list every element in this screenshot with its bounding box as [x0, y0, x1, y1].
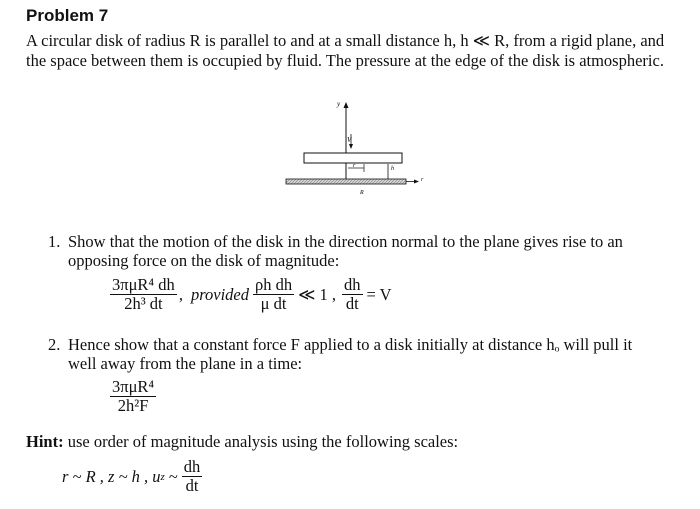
question-2-line-1: Hence show that a constant force F applied to a disk initially at distance hₒ will pull it	[68, 335, 633, 354]
hint-text: use order of magnitude analysis using the following scales:	[67, 432, 459, 451]
scales-fraction	[182, 458, 203, 495]
force-numerator: 3πμR⁴ dh	[112, 275, 175, 294]
x-axis-arrow-icon	[414, 180, 419, 184]
y-axis-arrow-icon	[344, 102, 349, 108]
question-2-line-2: well away from the plane in a time:	[68, 354, 303, 373]
y-axis-label: y	[337, 100, 341, 108]
radius-label: R	[360, 190, 364, 196]
question-1-line-2: opposing force on the disk of magnitude:	[68, 251, 340, 270]
question-2-number: 2.	[48, 335, 61, 354]
velocity-denominator: dt	[345, 294, 359, 313]
scales-subscript: z	[160, 470, 165, 483]
disk-figure	[280, 96, 450, 206]
scales-numerator: dh	[183, 457, 201, 476]
time-equation	[108, 378, 158, 415]
r-marker-label: r	[353, 163, 356, 169]
question-2	[48, 335, 688, 373]
velocity-numerator: dh	[344, 275, 361, 294]
question-1-number: 1.	[48, 232, 61, 251]
scales-denominator: dt	[185, 476, 199, 495]
problem-statement	[26, 31, 686, 71]
hint-label: Hint:	[26, 432, 64, 451]
intro-line-1: A circular disk of radius R is parallel to and at a small distance h, h ≪ R, from a rigid plane, and	[26, 31, 665, 50]
disk	[304, 153, 402, 163]
condition-numerator: ρh dh	[254, 275, 293, 294]
disk-diagram	[280, 96, 450, 201]
intro-line-2: the space between them is occupied by fluid. The pressure at the edge of the disk is atmospheric.	[26, 51, 664, 70]
condition-fraction	[253, 276, 294, 313]
equals-v: = V	[366, 284, 392, 304]
time-denominator: 2h²F	[117, 396, 149, 415]
velocity-label: V	[347, 136, 352, 144]
eq-comma: ,	[178, 284, 183, 304]
force-denominator: 2h³ dt	[124, 294, 163, 313]
h-marker-label: h	[391, 166, 394, 172]
scales-text: r ~ R , z ~ h , u	[62, 466, 161, 486]
force-equation	[108, 276, 392, 313]
time-fraction	[110, 378, 156, 415]
provided-text: provided	[190, 284, 249, 304]
force-fraction	[110, 276, 177, 313]
x-axis-label: r	[421, 177, 424, 183]
question-1-line-1: Show that the motion of the disk in the direction normal to the plane gives rise to an	[68, 232, 623, 251]
condition-denominator: μ dt	[260, 294, 287, 313]
rigid-plane	[286, 179, 406, 184]
much-less-than: ≪ 1 ,	[298, 284, 336, 304]
time-numerator: 3πμR⁴	[112, 377, 155, 396]
velocity-fraction	[342, 276, 363, 313]
question-1	[48, 232, 688, 270]
velocity-arrow-icon	[349, 144, 353, 149]
hint	[26, 432, 458, 452]
problem-title: Problem 7	[26, 6, 109, 25]
scales-equation	[62, 458, 204, 495]
scales-tilde: ~	[168, 466, 178, 486]
